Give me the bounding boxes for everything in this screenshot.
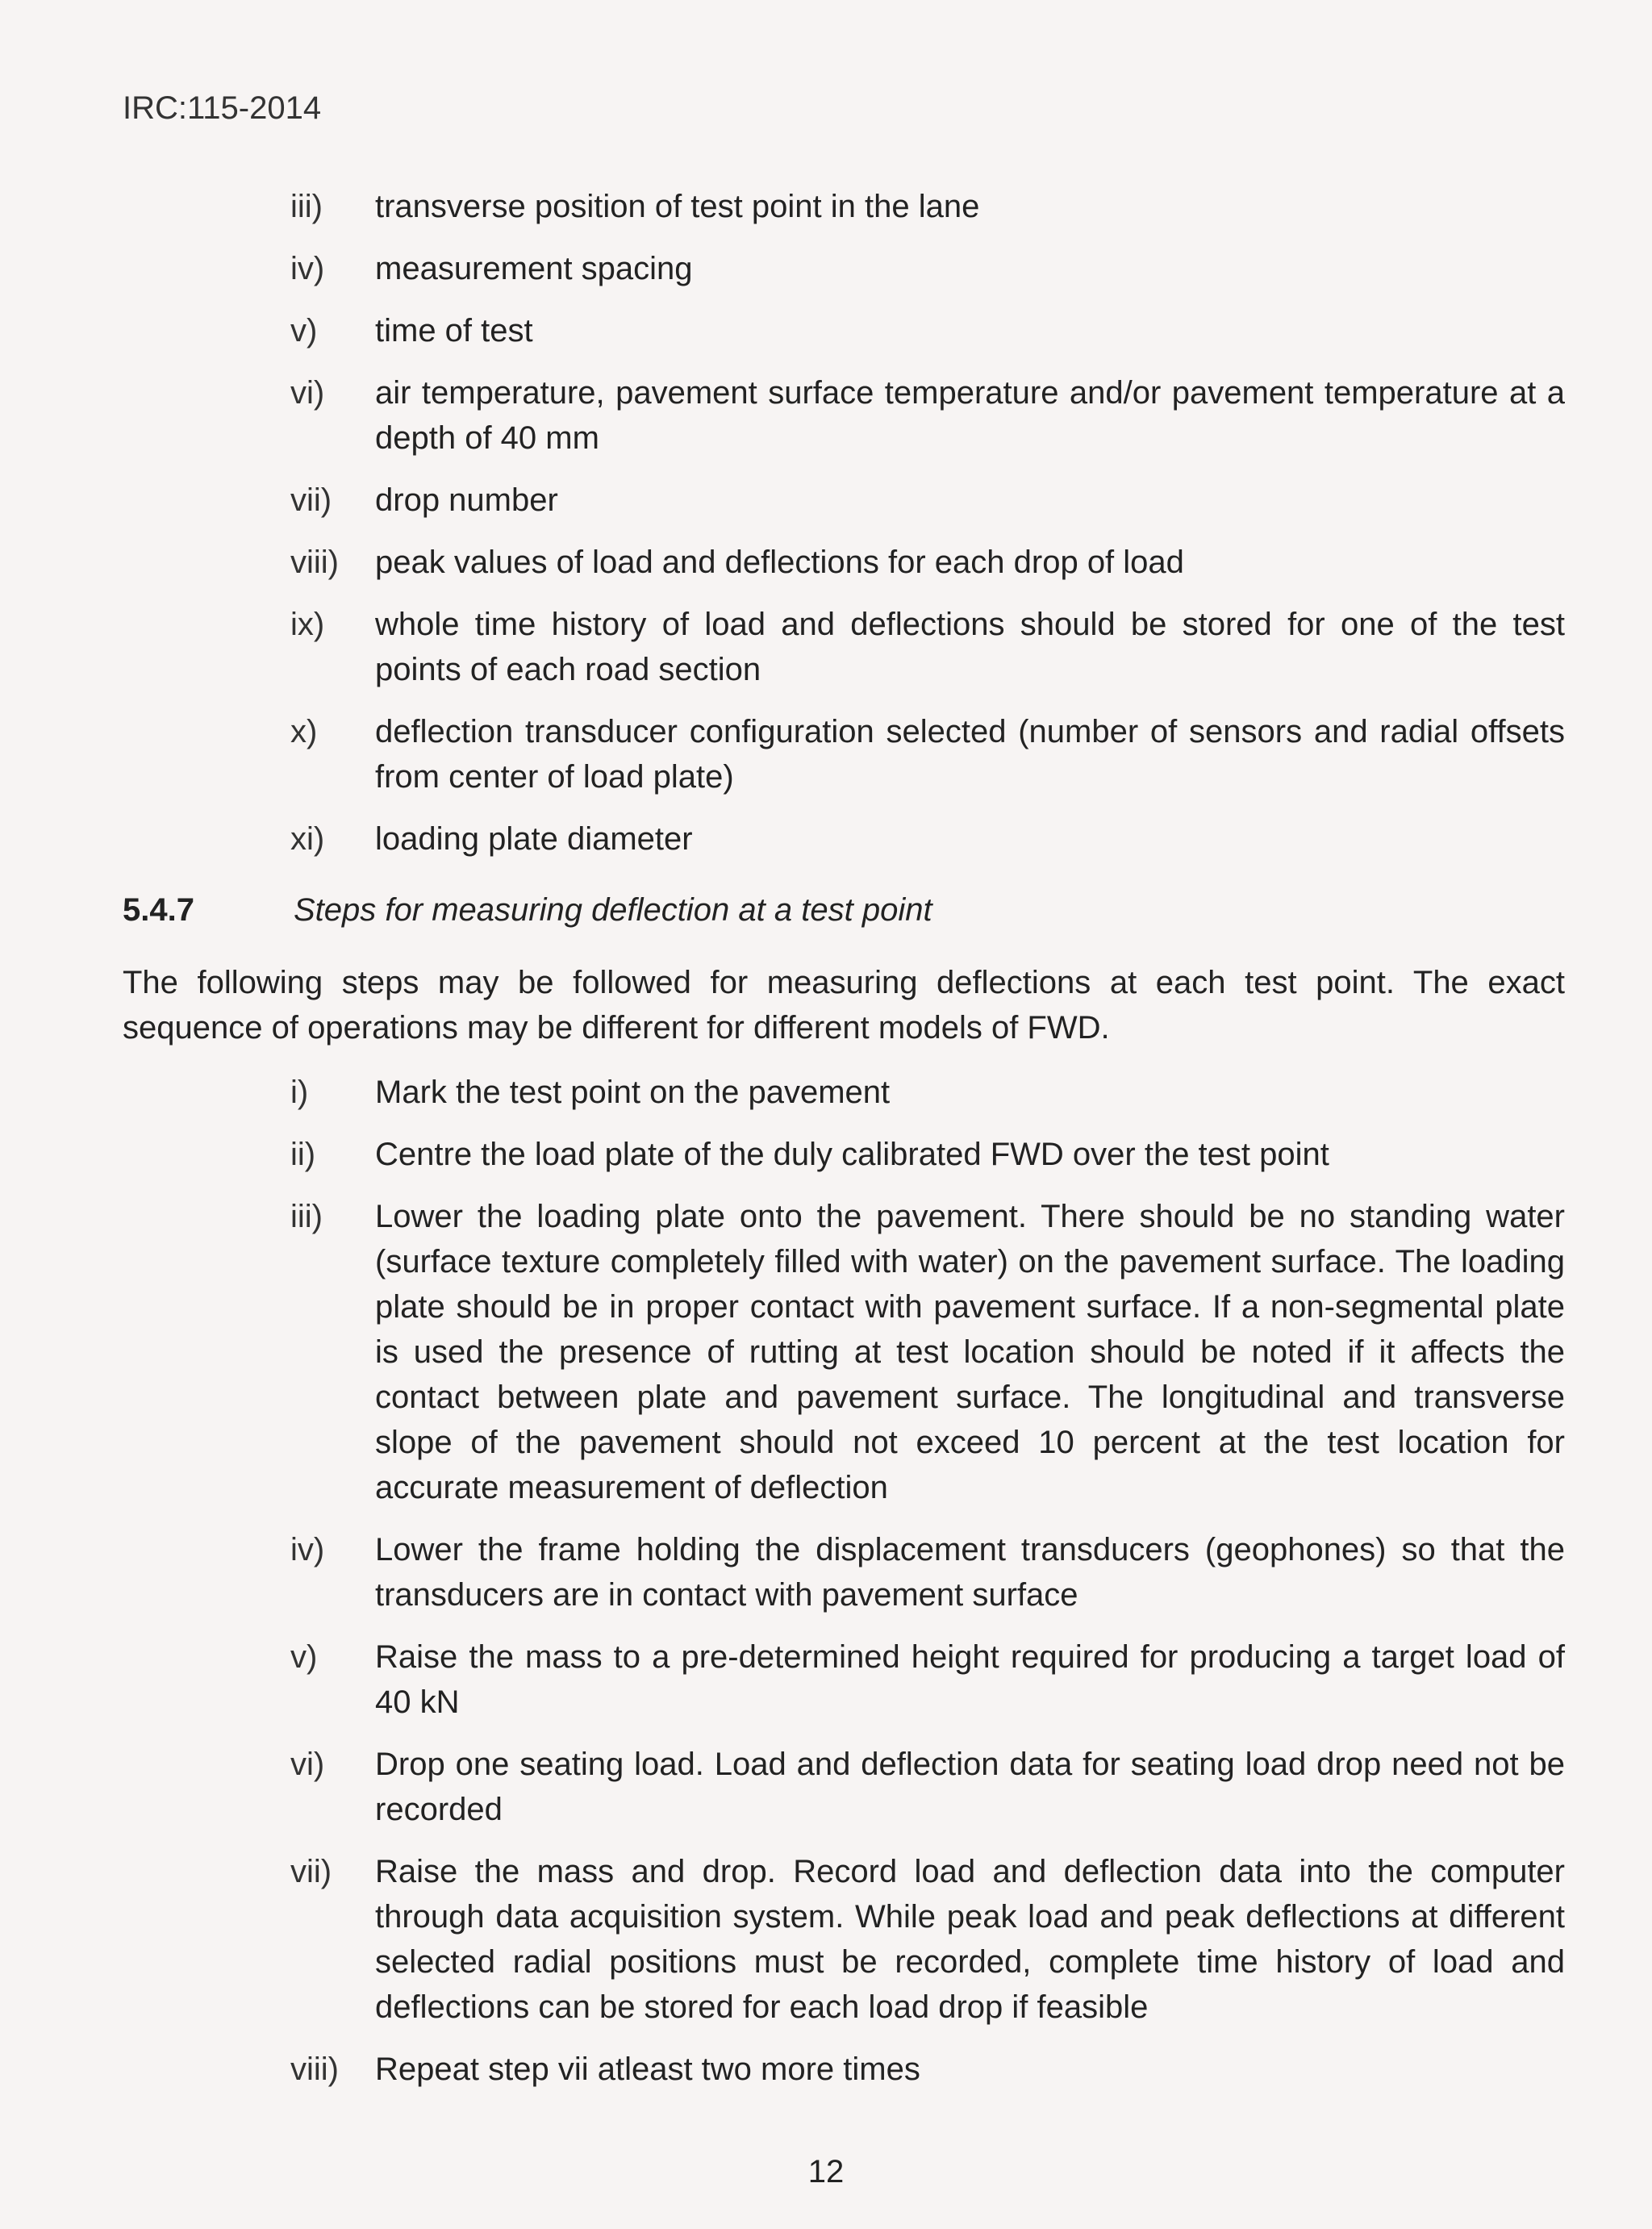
list-item: [290, 816, 1565, 862]
list-item-text: peak values of load and deflections for each drop of load: [375, 545, 1184, 580]
list-item: [290, 540, 1565, 585]
list-item: [290, 1849, 1565, 2030]
list-item-number: vi): [290, 375, 325, 411]
intro-paragraph: The following steps may be followed for measuring deflections at each test point. The exact sequence of operations may be different for different models of FWD.: [123, 965, 1565, 1046]
list-item-text: Raise the mass and drop. Record load and deflection data into the computer through data acquisition system. While peak load and peak deflections at different selected radial positions must be recorded, complete time history of load and deflections can be stored for each load drop if feasible: [375, 1854, 1565, 2025]
list-item: [290, 602, 1565, 692]
list-item-text: Lower the frame holding the displacement transducers (geophones) so that the transducers are in contact with pavement surface: [375, 1532, 1565, 1613]
list-item: [290, 1194, 1565, 1510]
list-item-number: viii): [290, 545, 339, 580]
list-item-number: ix): [290, 607, 325, 642]
list-item-text: deflection transducer configuration selected (number of sensors and radial offsets from center of load plate): [375, 714, 1565, 795]
section-number: 5.4.7: [123, 892, 194, 928]
list-item-number: i): [290, 1075, 309, 1110]
list-item-number: v): [290, 1639, 318, 1675]
list-item-number: iii): [290, 189, 323, 224]
list-item-text: Lower the loading plate onto the pavement. There should be no standing water (surface texture completely filled with water) on the pavement surface. The loading plate should be in proper contact with pavement surface. If a non-segmental plate is used the presence of rutting at test location should be noted if it affects the contact between plate and pavement surface. The longitudinal and transverse slope of the pavement should not exceed 10 percent at the test location for accurate measurement of deflection: [375, 1199, 1565, 1505]
list-item-number: x): [290, 714, 318, 749]
list-item: [290, 184, 1565, 229]
list-item-text: Raise the mass to a pre-determined height required for producing a target load of 40 kN: [375, 1639, 1565, 1720]
list-item-number: v): [290, 313, 318, 349]
page-number: 12: [807, 2154, 845, 2189]
list-item-number: vii): [290, 482, 332, 518]
list-item-text: air temperature, pavement surface temperature and/or pavement temperature at a depth of 40 mm: [375, 375, 1565, 456]
list-item-text: loading plate diameter: [375, 821, 693, 857]
list-item-text: time of test: [375, 313, 533, 349]
list-item-text: Repeat step vii atleast two more times: [375, 2052, 920, 2087]
list-item: [290, 1742, 1565, 1832]
list-item-text: Drop one seating load. Load and deflection data for seating load drop need not be recorded: [375, 1747, 1565, 1827]
section-title: Steps for measuring deflection at a test point: [294, 892, 932, 928]
list-item-number: iv): [290, 251, 325, 286]
list-item-number: viii): [290, 2052, 339, 2087]
list-item: [290, 370, 1565, 461]
list-item-number: xi): [290, 821, 325, 857]
parameter-list: [290, 184, 1565, 879]
list-item: [290, 1527, 1565, 1617]
list-item-text: whole time history of load and deflections should be stored for one of the test points of each road section: [375, 607, 1565, 687]
list-item-text: Mark the test point on the pavement: [375, 1075, 891, 1110]
list-item: [290, 308, 1565, 353]
list-item: [290, 2047, 1565, 2092]
list-item-text: transverse position of test point in the lane: [375, 189, 980, 224]
list-item: [290, 1634, 1565, 1725]
list-item-number: vi): [290, 1747, 325, 1782]
list-item-text: drop number: [375, 482, 558, 518]
document-header: IRC:115-2014: [123, 90, 322, 126]
list-item: [290, 478, 1565, 523]
list-item-number: iv): [290, 1532, 325, 1567]
list-item-text: Centre the load plate of the duly calibrated FWD over the test point: [375, 1137, 1329, 1172]
list-item: [290, 1132, 1565, 1177]
list-item: [290, 246, 1565, 291]
list-item-text: measurement spacing: [375, 251, 693, 286]
list-item: [290, 1070, 1565, 1115]
list-item-number: ii): [290, 1137, 316, 1172]
list-item-number: iii): [290, 1199, 323, 1234]
list-item-number: vii): [290, 1854, 332, 1889]
steps-list: [290, 1070, 1565, 2109]
list-item: [290, 709, 1565, 799]
